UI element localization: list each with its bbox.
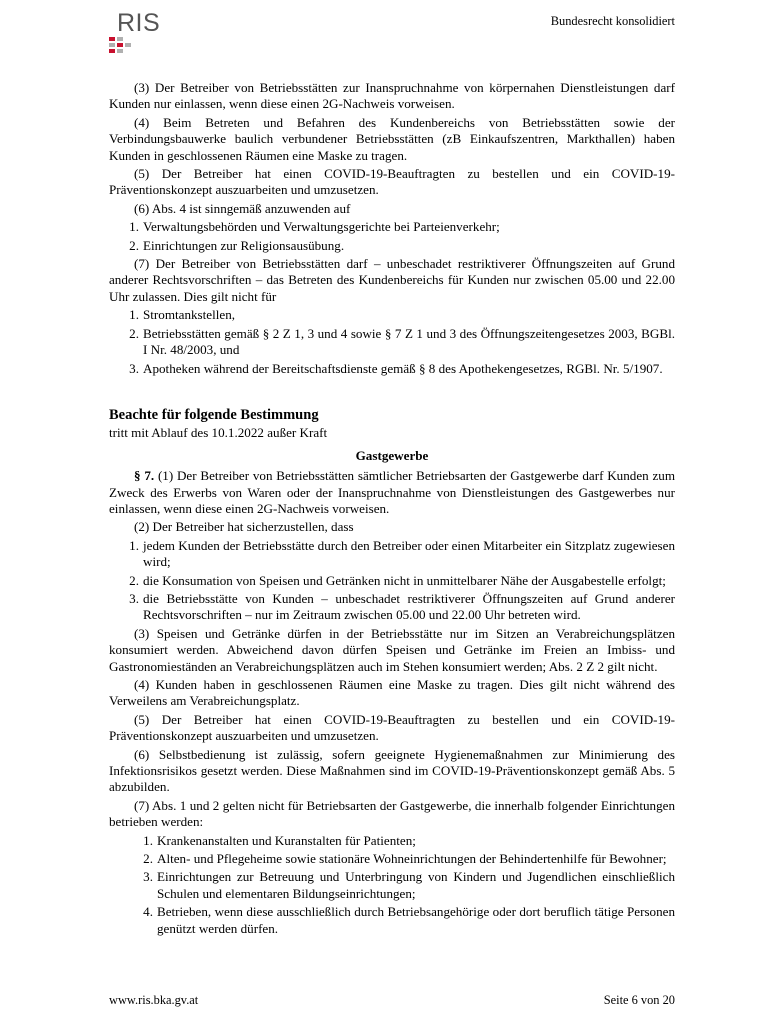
list-item: 1. Krankenanstalten und Kuranstalten für Patienten; [143,832,416,848]
header-title: Bundesrecht konsolidiert [550,14,675,28]
list-item: 4. Betrieben, wenn diese ausschließlich durch Betriebsangehörige oder dort beruflich tätige Personen genützt werden dürfen. [143,904,675,936]
section-label: § 7. [134,468,155,484]
paragraph-5: (5) Der Betreiber hat einen COVID-19-Beauftragten zu bestellen und ein COVID-19-Präventionskonzept auszuarbeiten und umzusetzen. [109,166,675,198]
logo-squares-icon [109,37,133,57]
section-7-paragraph-1: § 7. (1) Der Betreiber von Betriebsstätten sämtlicher Betriebsarten der Gastgewerbe darf Kunden zum Zweck des Erwerbs von Waren oder der Inanspruchnahme von Dienstleistungen des Gastgewerbes nur einlassen, wenn diese einen 2G-Nachweis vorweisen. [109,468,676,516]
note-text: tritt mit Ablauf des 10.1.2022 außer Kraft [109,425,328,441]
paragraph-7: (7) Der Betreiber von Betriebsstätten darf – unbeschadet restriktiverer Öffnungszeiten auf Grund anderer Rechtsvorschriften – das Betreten des Kundenbereichs für Kunden nur zwischen 05.00 und 22.00 Uhr zulassen. Dies gilt nicht für [109,256,675,304]
list-item: 1. Verwaltungsbehörden und Verwaltungsgerichte bei Parteienverkehr; [129,219,500,235]
list-item: 1. Stromtankstellen, [129,307,236,323]
footer-url-link[interactable]: www.ris.bka.gv.at [109,993,199,1007]
list-item: 2. Betriebsstätten gemäß § 2 Z 1, 3 und 4 sowie § 7 Z 1 und 3 des Öffnungszeitengesetzes 2003, BGBl. I Nr. 48/2003, und [129,325,675,358]
section-7-paragraph-4: (4) Kunden haben in geschlossenen Räumen eine Maske zu tragen. Dies gilt nicht während des Verweilens am Verabreichungsplatz. [109,677,675,709]
paragraph-3: (3) Der Betreiber von Betriebsstätten zur Inanspruchnahme von körpernahen Dienstleistungen darf Kunden nur einlassen, wenn diese einen 2G-Nachweis vorweisen. [109,80,675,112]
logo-text: RIS [117,9,161,37]
paragraph-4: (4) Beim Betreten und Befahren des Kundenbereichs von Betriebsstätten sowie der Verbindungsbauwerke baulich verbundener Betriebsstätten (zB Einkaufszentren, Markthallen) haben Kunden in geschlossenen Räumen eine Maske zu tragen. [109,114,675,163]
section-7-paragraph-2: (2) Der Betreiber hat sicherzustellen, dass [134,519,354,535]
list-item: 3. die Betriebsstätte von Kunden – unbeschadet restriktiverer Öffnungszeiten auf Grund anderer Rechtsvorschriften – nur im Zeitraum zwischen 05.00 und 22.00 Uhr betreten wird. [129,590,675,623]
list-item: 3. Einrichtungen zur Betreuung und Unterbringung von Kindern und Jugendlichen einschließlich Schulen und elementaren Bildungseinrichtungen; [143,869,675,901]
list-item: 1. jedem Kunden der Betriebsstätte durch den Betreiber oder einen Mitarbeiter ein Sitzplatz zugewiesen wird; [129,537,675,570]
page-number: Seite 6 von 20 [603,993,675,1007]
ris-logo [109,10,169,56]
list-item: 3. Apotheken während der Bereitschaftsdienste gemäß § 8 des Apothekengesetzes, RGBl. Nr. 5/1907. [129,360,663,376]
section-title: Gastgewerbe [355,447,429,463]
list-item: 2. Alten- und Pflegeheime sowie stationäre Wohneinrichtungen der Behindertenhilfe für Bewohner; [143,851,667,867]
list-item: 2. Einrichtungen zur Religionsausübung. [129,237,345,253]
section-7-paragraph-7: (7) Abs. 1 und 2 gelten nicht für Betriebsarten der Gastgewerbe, die innerhalb folgender Einrichtungen betrieben werden: [109,797,675,830]
section-7-paragraph-3: (3) Speisen und Getränke dürfen in der Betriebsstätte nur im Sitzen an Verabreichungsplätzen konsumiert werden. Abweichend davon dürfen Speisen und Getränke im Freien an Imbiss- und Gastronomieständen an Verabreichungsplätzen auch im Stehen konsumiert werden; Abs. 2 Z 2 gilt nicht. [109,625,675,674]
section-7-paragraph-6: (6) Selbstbedienung ist zulässig, sofern geeignete Hygienemaßnahmen zur Minimierung des Infektionsrisikos gesetzt werden. Diese Maßnahmen sind im COVID-19-Präventionskonzept gemäß Abs. 5 abzubilden. [109,746,675,795]
note-heading: Beachte für folgende Bestimmung [109,406,319,423]
list-item: 2. die Konsumation von Speisen und Getränken nicht in unmittelbarer Nähe der Ausgabestelle erfolgt; [129,572,666,588]
paragraph-6: (6) Abs. 4 ist sinngemäß anzuwenden auf [134,200,351,216]
section-7-paragraph-5: (5) Der Betreiber hat einen COVID-19-Beauftragten zu bestellen und ein COVID-19-Präventionskonzept auszuarbeiten und umzusetzen. [109,711,675,744]
document-body [109,80,675,939]
